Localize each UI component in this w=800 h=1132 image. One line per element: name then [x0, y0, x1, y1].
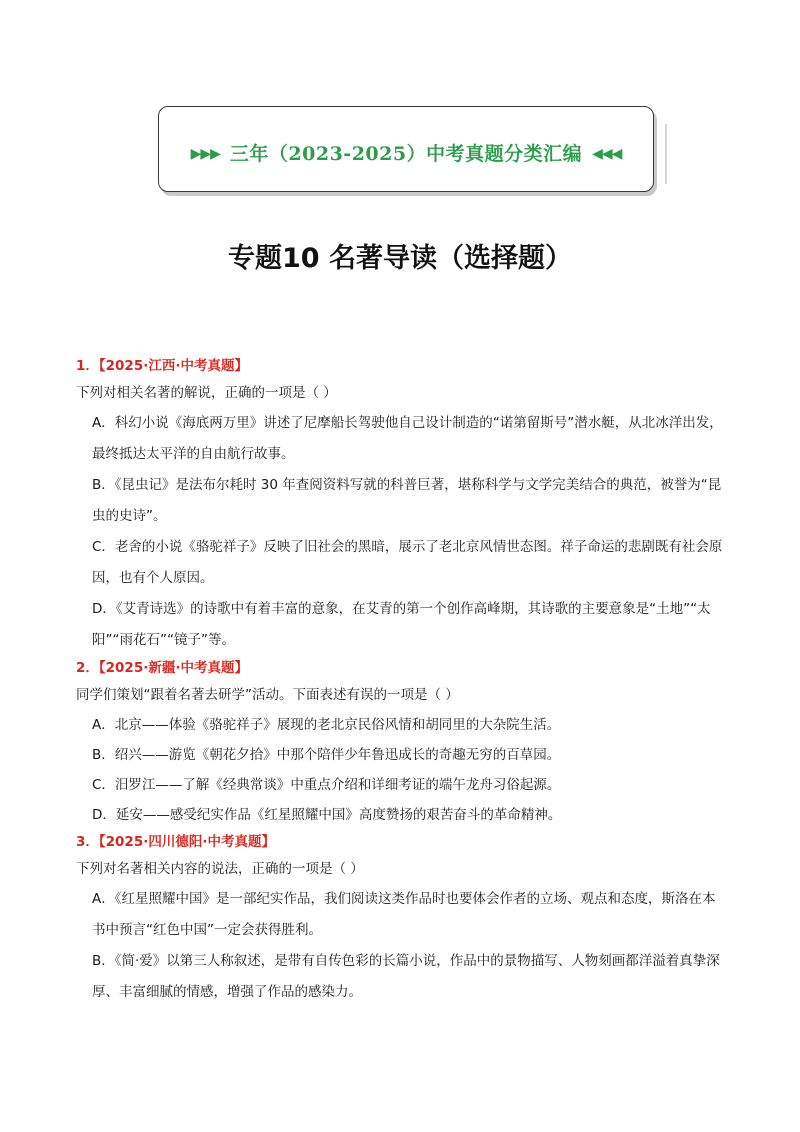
triple-left-arrow-icon: ◀◀◀: [592, 146, 622, 162]
option-a: A．北京——体验《骆驼祥子》展现的老北京民俗风情和胡同里的大杂院生活。: [92, 717, 561, 733]
page-title: 专题10 名著导读（选择题）: [228, 243, 572, 274]
option-c: C．汨罗江——了解《经典常谈》中重点介绍和详细考证的端午龙舟习俗起源。: [92, 777, 561, 793]
option-c: C．老舍的小说《骆驼祥子》反映了旧社会的黑暗，展示了老北京风情世态图。祥子命运的悲剧既有社会原因，也有个人原因。: [92, 539, 723, 586]
option-b: B．《昆虫记》是法布尔耗时 30 年查阅资料写就的科普巨著，堪称科学与文学完美结合的典范，被誉为“昆虫的史诗”。: [92, 477, 722, 524]
question-2: [76, 656, 726, 830]
question-source: 1．【2025·江西·中考真题】: [76, 358, 248, 374]
question-source: 3．【2025·四川德阳·中考真题】: [76, 834, 275, 850]
question-stem: 同学们策划“跟着名著去研学”活动。下面表述有误的一项是（ ）: [76, 687, 459, 703]
banner-shadow-bar: [665, 124, 667, 184]
option-a: A．《红星照耀中国》是一部纪实作品，我们阅读这类作品时也要体会作者的立场、观点和态度，斯洛在本书中预言“红色中国”一定会获得胜利。: [92, 891, 716, 938]
triple-right-arrow-icon: ▶▶▶: [190, 146, 220, 162]
option-a: A．科幻小说《海底两万里》讲述了尼摩船长驾驶他自己设计制造的“诺第留斯号”潜水艇，从北冰洋出发，最终抵达太平洋的自由航行故事。: [92, 415, 723, 462]
question-stem: 下列对相关名著的解说，正确的一项是（ ）: [76, 385, 337, 401]
question-1: [76, 354, 726, 656]
question-list: [76, 354, 726, 1008]
option-b: B．绍兴——游览《朝花夕拾》中那个陪伴少年鲁迅成长的奇趣无穷的百草园。: [92, 747, 561, 763]
question-stem: 下列对名著相关内容的说法，正确的一项是（ ）: [76, 861, 364, 877]
option-d: D．《艾青诗选》的诗歌中有着丰富的意象，在艾青的第一个创作高峰期，其诗歌的主要意象是“土地”“太阳”“雨花石”“镜子”等。: [92, 601, 711, 648]
banner-text-row: [159, 139, 653, 166]
question-3: [76, 830, 726, 1008]
series-banner: [158, 106, 654, 192]
banner-title: 三年（2023-2025）中考真题分类汇编: [229, 143, 583, 165]
option-d: D．延安——感受纪实作品《红星照耀中国》高度赞扬的艰苦奋斗的革命精神。: [92, 807, 562, 823]
question-source: 2．【2025·新疆·中考真题】: [76, 660, 248, 676]
option-b: B．《简·爱》以第三人称叙述，是带有自传色彩的长篇小说，作品中的景物描写、人物刻画都洋溢着真挚深厚、丰富细腻的情感，增强了作品的感染力。: [92, 953, 720, 1000]
